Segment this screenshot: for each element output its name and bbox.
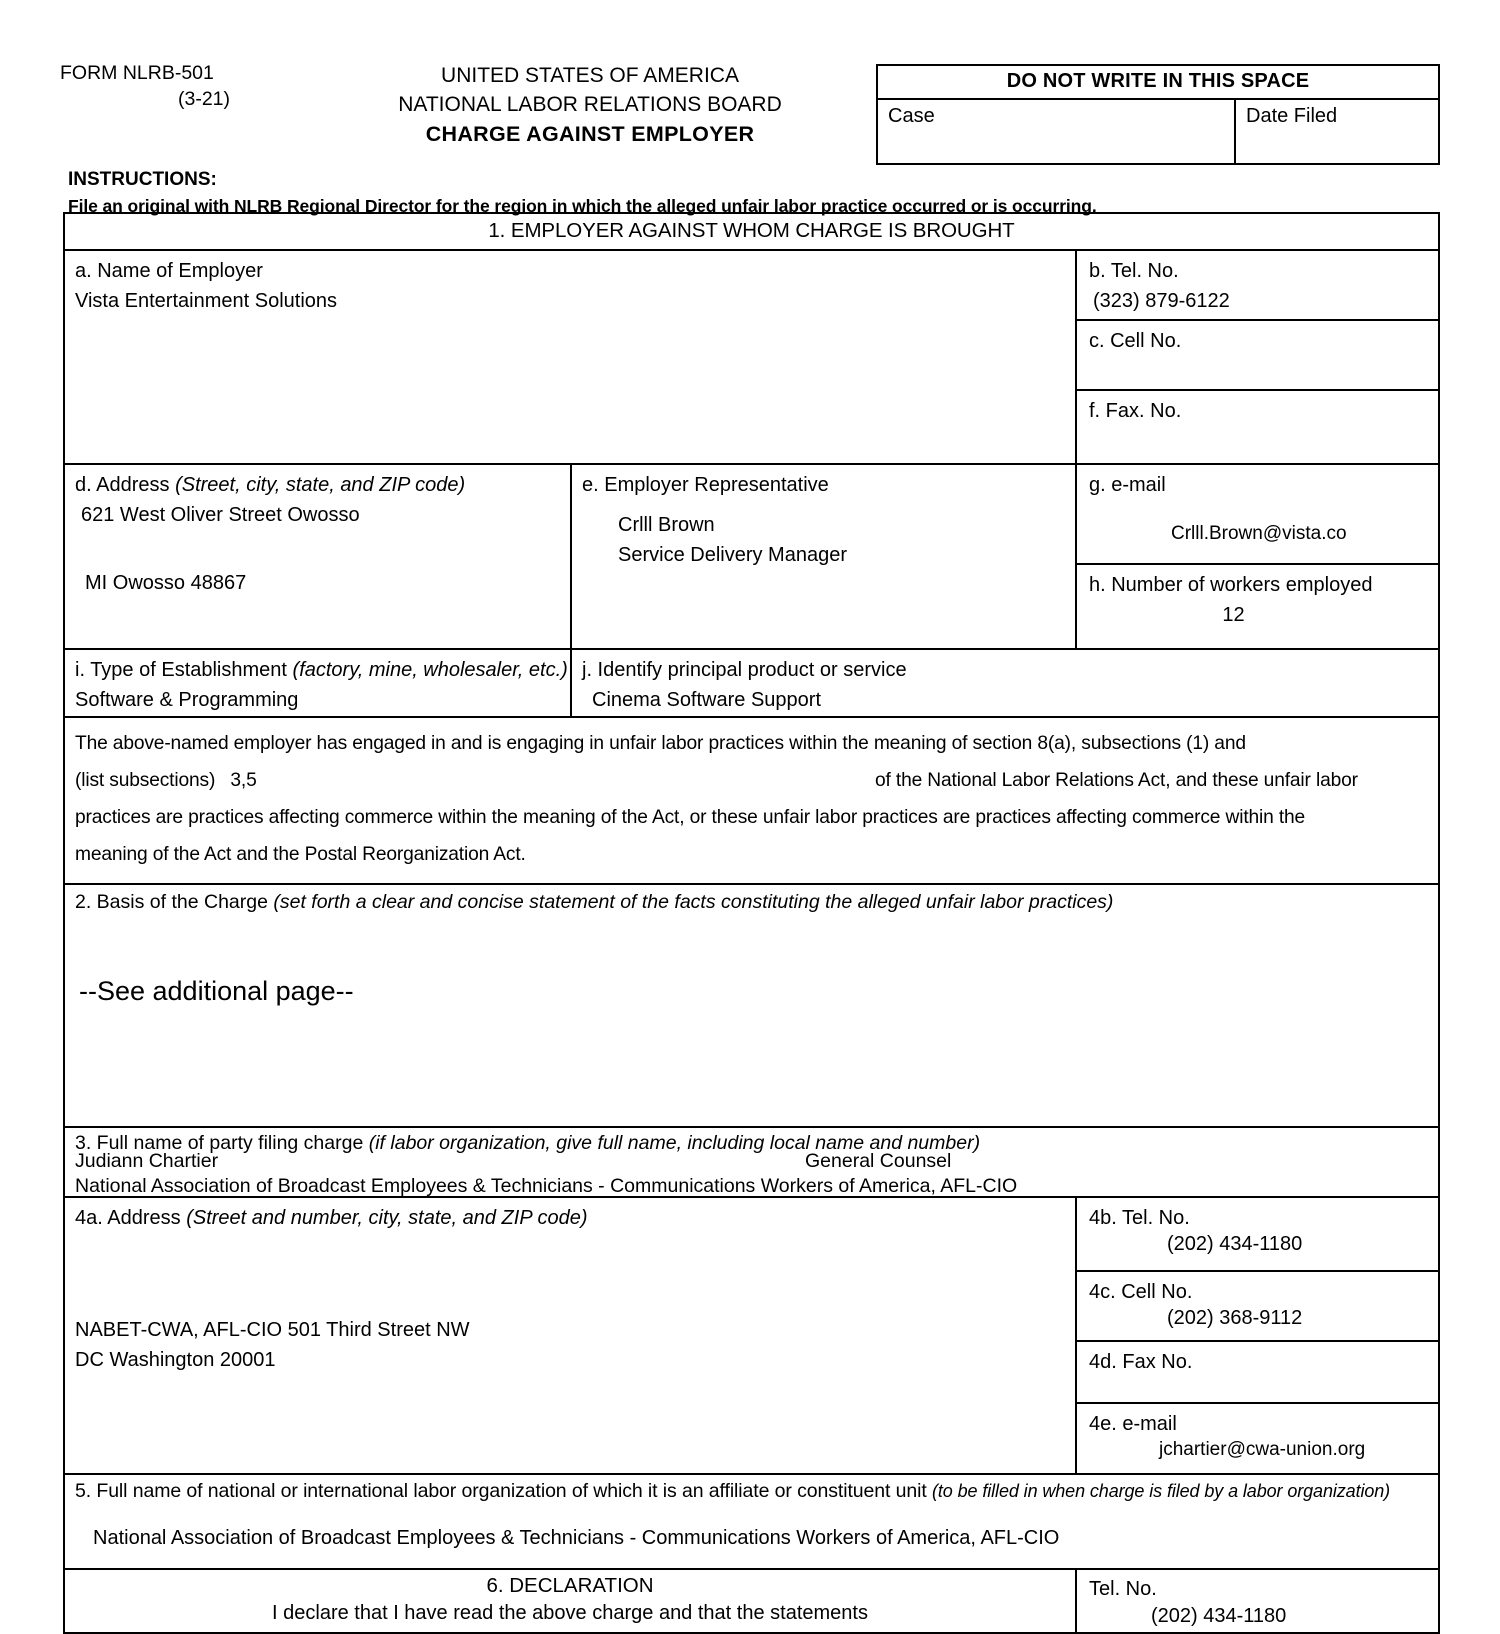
statute-line3: practices are practices affecting commerce within the meaning of the Act, or these unfair labor practices are practices affecting commerce within the bbox=[75, 806, 1306, 828]
section2-label bbox=[75, 891, 1438, 914]
section3-label-text: 3. Full name of party filing charge bbox=[75, 1132, 364, 1155]
establishment-row bbox=[65, 650, 1438, 718]
section5-affiliate-organization[interactable] bbox=[65, 1475, 1438, 1570]
title-country: UNITED STATES OF AMERICA bbox=[441, 64, 739, 87]
title-agency: NATIONAL LABOR RELATIONS BOARD bbox=[398, 92, 782, 116]
principal-product-value: Cinema Software Support bbox=[592, 689, 822, 711]
principal-product-field[interactable] bbox=[572, 650, 1438, 716]
section4-email-field[interactable] bbox=[1077, 1404, 1438, 1473]
section6-tel-field[interactable] bbox=[1077, 1570, 1438, 1632]
section1-heading: 1. EMPLOYER AGAINST WHOM CHARGE IS BROUGHT bbox=[65, 214, 1438, 251]
section4-address-field[interactable] bbox=[65, 1198, 1077, 1473]
section4-contact-column bbox=[1077, 1198, 1438, 1473]
section6-heading: 6. DECLARATION bbox=[486, 1574, 654, 1598]
case-field[interactable] bbox=[878, 100, 1236, 163]
section3-filing-party[interactable] bbox=[65, 1128, 1438, 1198]
section4-row bbox=[65, 1198, 1438, 1475]
employer-name-row bbox=[65, 251, 1438, 465]
statute-subsections-group bbox=[75, 763, 875, 800]
do-not-write-box bbox=[876, 64, 1440, 165]
employer-address-line1: 621 West Oliver Street Owosso bbox=[81, 504, 360, 526]
employer-tel-label: b. Tel. No. bbox=[1089, 260, 1179, 282]
section3-label-hint: (if labor organization, give full name, including local name and number) bbox=[368, 1132, 981, 1155]
employer-worker-count-value: 12 bbox=[1222, 604, 1245, 626]
section4-tel-field[interactable] bbox=[1077, 1198, 1438, 1272]
section3-filer-line bbox=[75, 1150, 1438, 1173]
section4-cell-field[interactable] bbox=[1077, 1272, 1438, 1342]
statute-subsections-label: (list subsections) bbox=[75, 769, 216, 791]
form-revision: (3-21) bbox=[177, 88, 231, 111]
section4-address-label-hint: (Street and number, city, state, and ZIP code) bbox=[186, 1207, 588, 1230]
section2-basis-of-charge[interactable] bbox=[65, 885, 1438, 1128]
section4-address-line2: DC Washington 20001 bbox=[75, 1349, 276, 1372]
section5-value: National Association of Broadcast Employees & Technicians - Communications Workers of America, AFL-CIO bbox=[93, 1527, 1060, 1550]
title-form-name: CHARGE AGAINST EMPLOYER bbox=[425, 121, 755, 146]
section6-declaration-row bbox=[65, 1570, 1438, 1632]
section6-line1: I declare that I have read the above charge and that the statements bbox=[272, 1602, 868, 1625]
form-number: FORM NLRB-501 bbox=[60, 62, 214, 84]
case-label: Case bbox=[888, 105, 935, 127]
form-header bbox=[0, 0, 1500, 155]
instructions-block bbox=[68, 166, 1268, 219]
date-filed-field[interactable] bbox=[1236, 100, 1438, 163]
section4-tel-value: (202) 434-1180 bbox=[1167, 1233, 1303, 1256]
form-identifier bbox=[60, 60, 340, 113]
employer-worker-count-label: h. Number of workers employed bbox=[1089, 574, 1373, 596]
section6-declaration-field bbox=[65, 1570, 1077, 1632]
section3-organization: National Association of Broadcast Employees & Technicians - Communications Workers of America, AFL-CIO bbox=[75, 1175, 1018, 1198]
agency-title-block bbox=[330, 62, 850, 150]
section4-address-line1: NABET-CWA, AFL-CIO 501 Third Street NW bbox=[75, 1319, 470, 1342]
establishment-type-value: Software & Programming bbox=[75, 689, 299, 711]
employer-name-field[interactable] bbox=[65, 251, 1077, 463]
establishment-type-label-text: i. Type of Establishment bbox=[75, 659, 287, 681]
section4-email-label: 4e. e-mail bbox=[1089, 1413, 1177, 1436]
employer-email-workers-column bbox=[1077, 465, 1438, 648]
employer-email-field[interactable] bbox=[1077, 465, 1438, 565]
form-body-table bbox=[63, 212, 1440, 1634]
employer-email-value: Crlll.Brown@vista.co bbox=[1171, 523, 1347, 544]
employer-email-label: g. e-mail bbox=[1089, 474, 1166, 496]
section6-tel-value: (202) 434-1180 bbox=[1151, 1605, 1287, 1628]
section5-label-hint: (to be filled in when charge is filed by a labor organization) bbox=[932, 1481, 1391, 1502]
employer-name-value: Vista Entertainment Solutions bbox=[75, 290, 338, 312]
case-date-row bbox=[878, 100, 1438, 163]
employer-address-row bbox=[65, 465, 1438, 650]
section6-tel-label: Tel. No. bbox=[1089, 1578, 1157, 1601]
employer-address-line2: MI Owosso 48867 bbox=[85, 572, 247, 594]
employer-worker-count-field[interactable] bbox=[1077, 565, 1438, 648]
employer-representative-title: Service Delivery Manager bbox=[618, 544, 847, 566]
employer-tel-value: (323) 879-6122 bbox=[1093, 290, 1230, 312]
statute-line1: The above-named employer has engaged in and is engaging in unfair labor practices within the meaning of section 8(a), subsections (1) and bbox=[75, 733, 1246, 754]
employer-fax-field[interactable] bbox=[1077, 391, 1438, 463]
instructions-text: File an original with NLRB Regional Director for the region in which the alleged unfair labor practice occurred or is occurring. bbox=[68, 195, 1097, 216]
employer-cell-label: c. Cell No. bbox=[1089, 330, 1182, 352]
employer-address-label-text: d. Address bbox=[75, 474, 170, 496]
employer-address-label-hint: (Street, city, state, and ZIP code) bbox=[175, 474, 466, 496]
section4-email-value: jchartier@cwa-union.org bbox=[1159, 1439, 1366, 1461]
employer-representative-field[interactable] bbox=[572, 465, 1077, 648]
employer-contact-column bbox=[1077, 251, 1438, 463]
section3-filer-title: General Counsel bbox=[805, 1150, 952, 1173]
instructions-heading: INSTRUCTIONS: bbox=[68, 169, 217, 190]
establishment-type-label bbox=[75, 656, 570, 685]
statutory-paragraph bbox=[65, 718, 1438, 885]
employer-name-label: a. Name of Employer bbox=[75, 260, 263, 282]
section2-label-text: 2. Basis of the Charge bbox=[75, 891, 268, 914]
employer-cell-field[interactable] bbox=[1077, 321, 1438, 391]
statute-line4: meaning of the Act and the Postal Reorganization Act. bbox=[75, 843, 526, 865]
principal-product-label: j. Identify principal product or service bbox=[582, 659, 907, 681]
section4-fax-label: 4d. Fax No. bbox=[1089, 1351, 1193, 1374]
employer-address-label bbox=[75, 471, 570, 500]
employer-representative-name: Crlll Brown bbox=[618, 514, 715, 536]
section4-tel-label: 4b. Tel. No. bbox=[1089, 1207, 1190, 1230]
section4-cell-label: 4c. Cell No. bbox=[1089, 1281, 1193, 1304]
employer-fax-label: f. Fax. No. bbox=[1089, 400, 1182, 422]
employer-representative-label: e. Employer Representative bbox=[582, 474, 829, 496]
statute-line2-right: of the National Labor Relations Act, and these unfair labor bbox=[875, 769, 1358, 791]
section2-label-hint: (set forth a clear and concise statement of the facts constituting the alleged unfair labor practices) bbox=[273, 891, 1114, 914]
section4-address-label-text: 4a. Address bbox=[75, 1207, 181, 1230]
employer-tel-field[interactable] bbox=[1077, 251, 1438, 321]
statute-subsections-value[interactable]: 3,5 bbox=[230, 769, 257, 791]
employer-address-field[interactable] bbox=[65, 465, 572, 648]
section3-filer-name: Judiann Chartier bbox=[75, 1150, 219, 1173]
establishment-type-field[interactable] bbox=[65, 650, 572, 716]
section4-address-label bbox=[75, 1204, 1075, 1233]
section4-cell-value: (202) 368-9112 bbox=[1167, 1307, 1303, 1330]
date-filed-label: Date Filed bbox=[1246, 105, 1338, 127]
section5-label-text: 5. Full name of national or international labor organization of which it is an affiliate or constituent unit bbox=[75, 1480, 927, 1503]
section2-value: --See additional page-- bbox=[79, 976, 354, 1007]
establishment-type-label-hint: (factory, mine, wholesaler, etc.) bbox=[292, 659, 568, 681]
section6-tel-group bbox=[1077, 1574, 1438, 1628]
section4-fax-field[interactable] bbox=[1077, 1342, 1438, 1404]
statute-line2 bbox=[75, 763, 1428, 800]
do-not-write-title: DO NOT WRITE IN THIS SPACE bbox=[878, 66, 1438, 100]
